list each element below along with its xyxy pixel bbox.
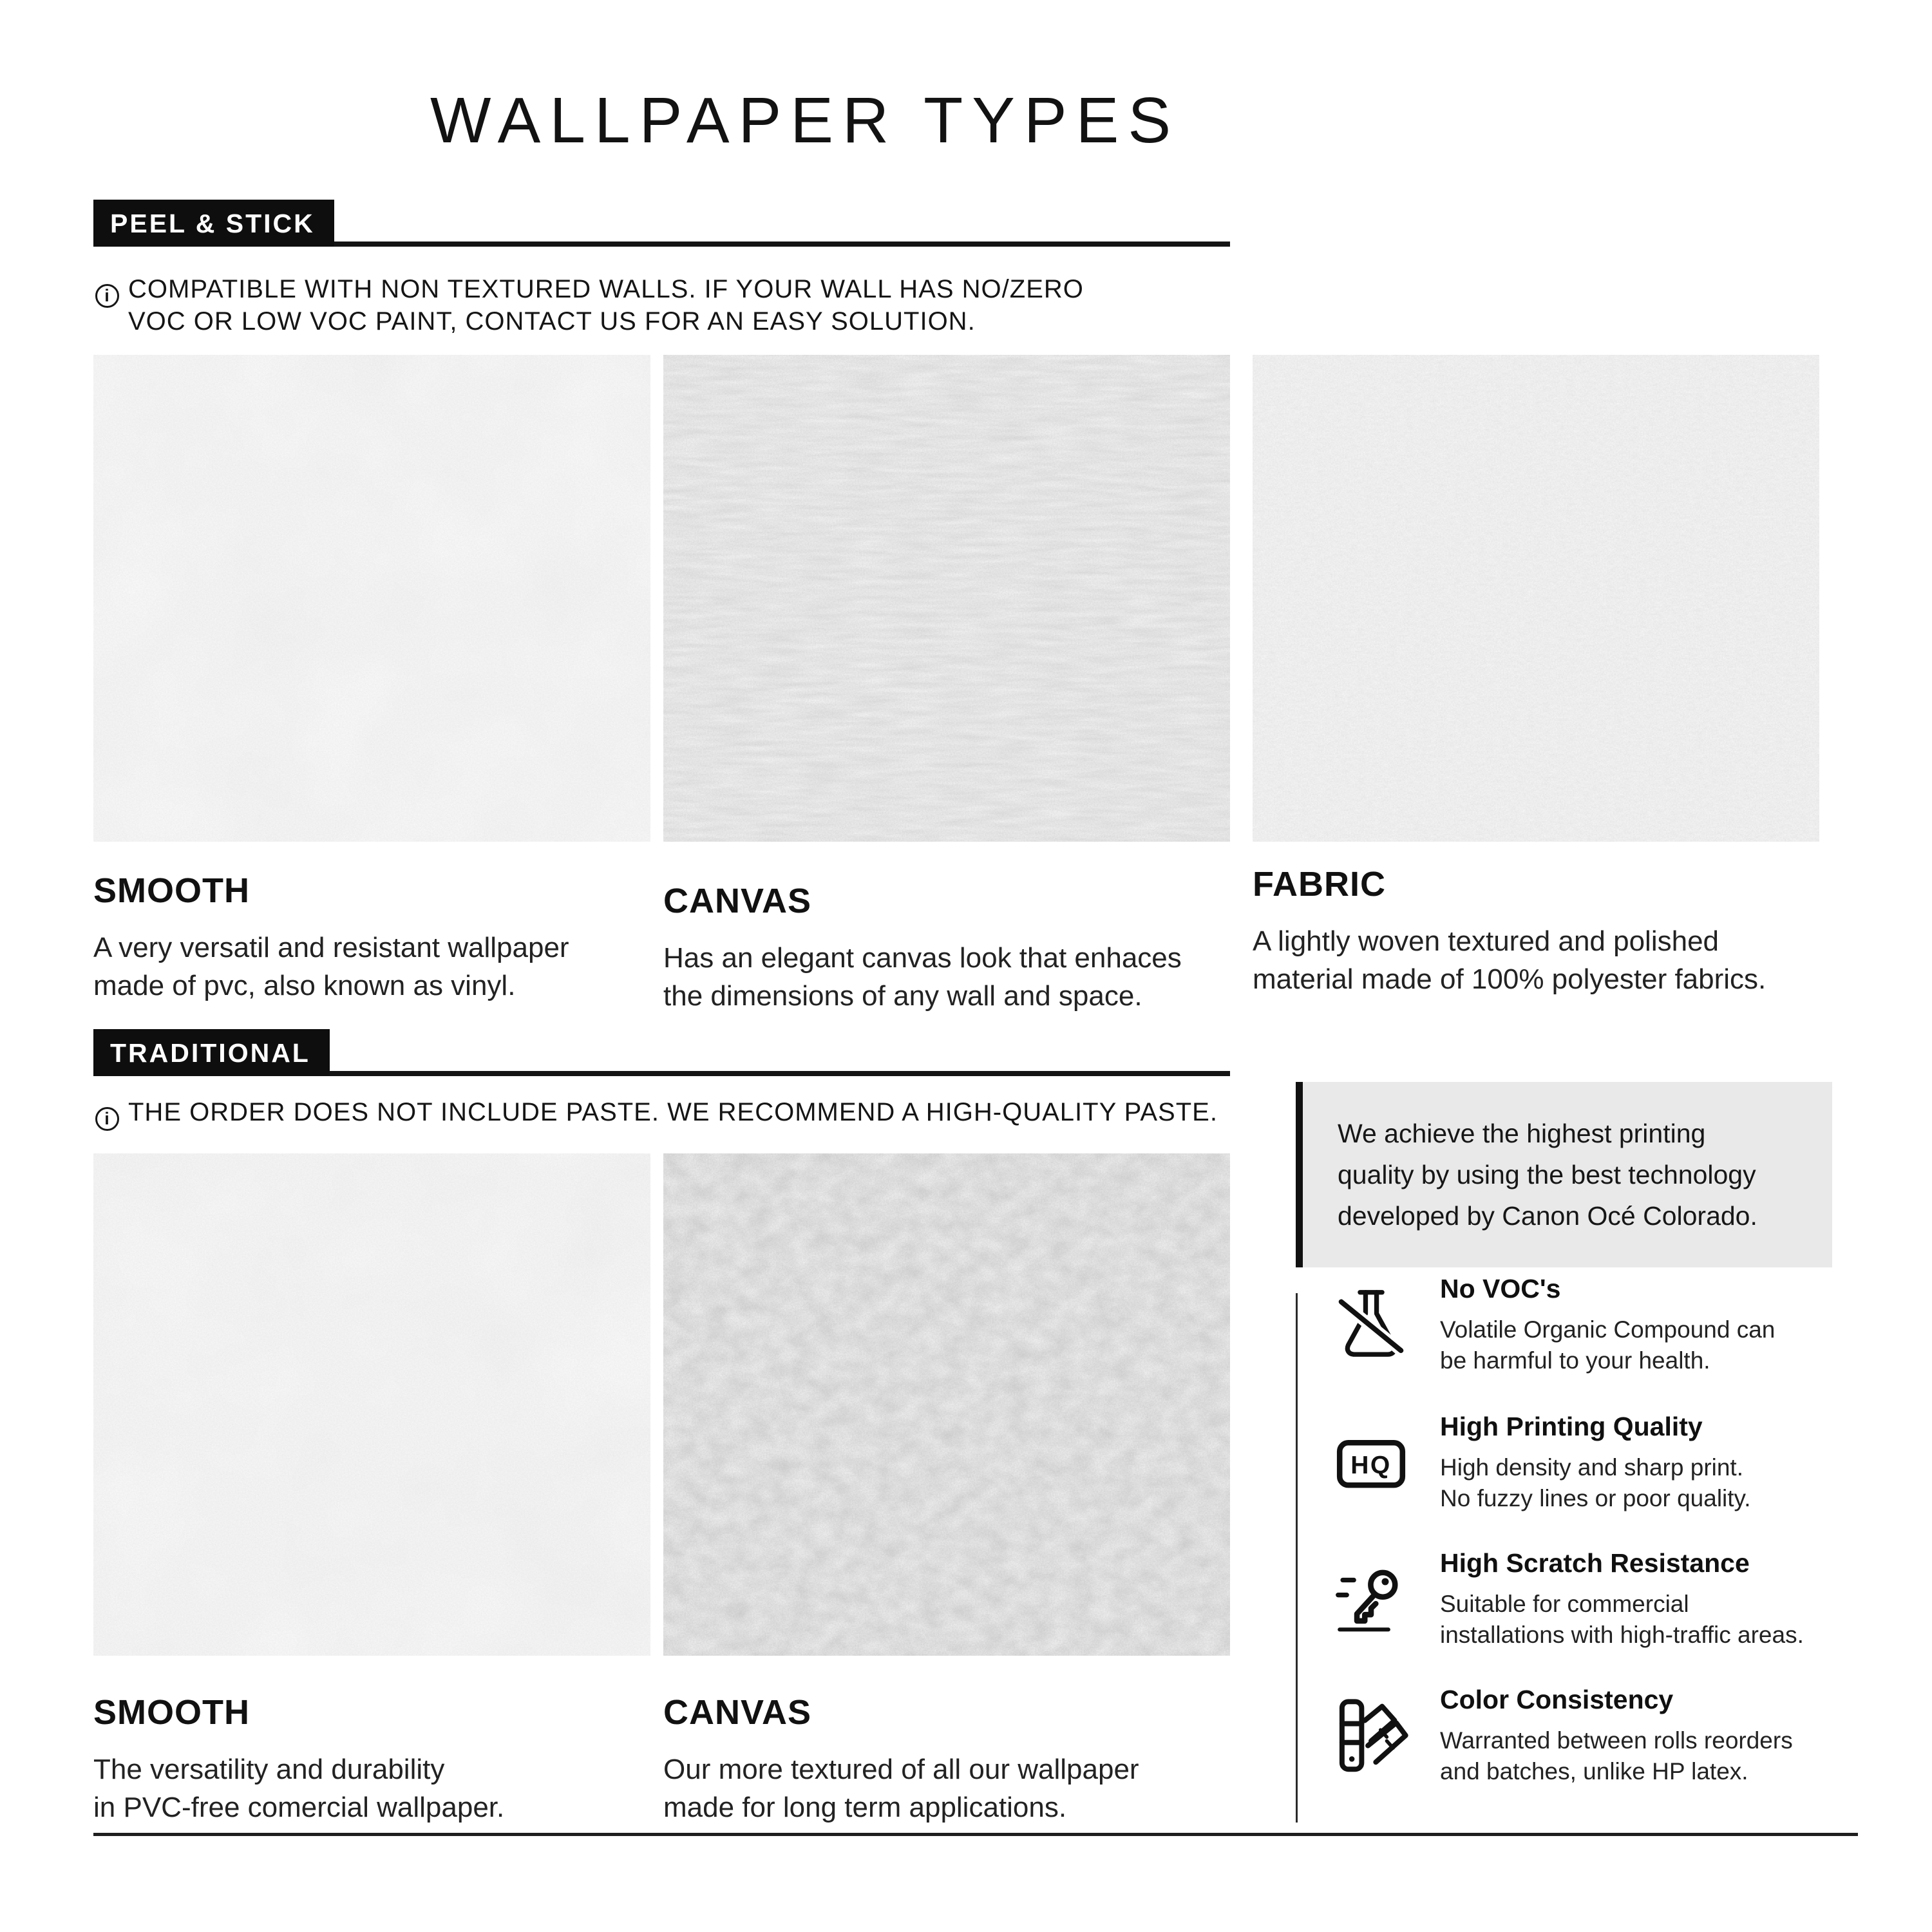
swatch-description: The versatility and durability in PVC-free comercial wallpaper. <box>93 1754 505 1823</box>
fabric-texture-image <box>1253 355 1819 842</box>
bottom-separator-line <box>93 1833 1858 1836</box>
peel-stick-section-rule <box>93 200 1230 247</box>
swatch-description: A lightly woven textured and polished material made of 100% polyester fabrics. <box>1253 925 1766 995</box>
swatch-name: CANVAS <box>663 882 812 920</box>
swatch-description: A very versatil and resistant wallpaper made of pvc, also known as vinyl. <box>93 932 569 1001</box>
note-line: THE ORDER DOES NOT INCLUDE PASTE. WE RECOMMEND A HIGH-QUALITY PASTE. <box>128 1098 1218 1126</box>
info-icon-glyph: i <box>104 286 110 305</box>
swatch-traditional-canvas <box>663 1153 1230 1656</box>
feature-high-scratch-resistance <box>1329 1548 1870 1651</box>
swatch-name: FABRIC <box>1253 865 1386 904</box>
sidebar-divider-line <box>1296 1293 1298 1823</box>
peel-stick-tag: PEEL & STICK <box>93 200 334 247</box>
feature-color-consistency <box>1329 1685 1870 1787</box>
info-icon <box>95 1107 119 1131</box>
feature-description: Suitable for commercial installations with high-traffic areas. <box>1440 1591 1804 1648</box>
smooth-texture-image <box>93 1153 650 1656</box>
no-voc-icon <box>1329 1280 1413 1370</box>
swatch-peel-fabric <box>1253 355 1819 842</box>
page-title: WALLPAPER TYPES <box>430 84 1180 156</box>
feature-title: High Printing Quality <box>1440 1412 1703 1441</box>
feature-description: High density and sharp print. No fuzzy lines or poor quality. <box>1440 1454 1751 1511</box>
feature-title: High Scratch Resistance <box>1440 1548 1750 1578</box>
caption-traditional-smooth <box>93 1692 504 1826</box>
feature-title: No VOC's <box>1440 1274 1561 1303</box>
note-line: VOC OR LOW VOC PAINT, CONTACT US FOR AN EASY SOLUTION. <box>128 307 976 336</box>
swatch-peel-canvas <box>663 355 1230 842</box>
note-line: COMPATIBLE WITH NON TEXTURED WALLS. IF YOUR WALL HAS NO/ZERO <box>128 275 1084 303</box>
swatch-name: SMOOTH <box>93 1693 250 1732</box>
swatch-traditional-smooth <box>93 1153 650 1656</box>
feature-description: Warranted between rolls reorders and batches, unlike HP latex. <box>1440 1727 1793 1785</box>
traditional-tag: TRADITIONAL <box>93 1029 330 1076</box>
swatch-name: SMOOTH <box>93 871 250 910</box>
info-icon-glyph: i <box>104 1109 110 1128</box>
swatch-peel-smooth <box>93 355 650 842</box>
peel-stick-note-text <box>128 273 1084 337</box>
swatch-name: CANVAS <box>663 1693 812 1732</box>
traditional-note <box>95 1096 1218 1131</box>
feature-no-voc <box>1329 1274 1870 1376</box>
caption-peel-fabric <box>1253 864 1766 998</box>
traditional-section-rule <box>93 1029 1230 1076</box>
hq-badge-icon <box>1329 1418 1413 1508</box>
color-swatches-icon <box>1329 1691 1413 1781</box>
feature-high-printing-quality <box>1329 1412 1870 1514</box>
rough-canvas-texture-image <box>663 1153 1230 1656</box>
printing-quality-note: We achieve the highest printing quality by using the best technology developed by Canon Océ Colorado. <box>1296 1082 1832 1267</box>
canvas-texture-image <box>663 355 1230 842</box>
feature-description: Volatile Organic Compound can be harmful to your health. <box>1440 1316 1776 1374</box>
swatch-description: Has an elegant canvas look that enhaces the dimensions of any wall and space. <box>663 942 1182 1012</box>
smooth-texture-image <box>93 355 650 842</box>
peel-stick-note <box>95 273 1084 337</box>
info-icon <box>95 284 119 308</box>
scratch-key-icon <box>1329 1555 1413 1645</box>
caption-peel-canvas <box>663 881 1182 1015</box>
swatch-description: Our more textured of all our wallpaper made for long term applications. <box>663 1754 1139 1823</box>
caption-peel-smooth <box>93 871 569 1005</box>
traditional-note-text <box>128 1096 1218 1128</box>
feature-title: Color Consistency <box>1440 1685 1674 1714</box>
caption-traditional-canvas <box>663 1692 1139 1826</box>
svg-text:HQ: HQ <box>1350 1451 1392 1479</box>
